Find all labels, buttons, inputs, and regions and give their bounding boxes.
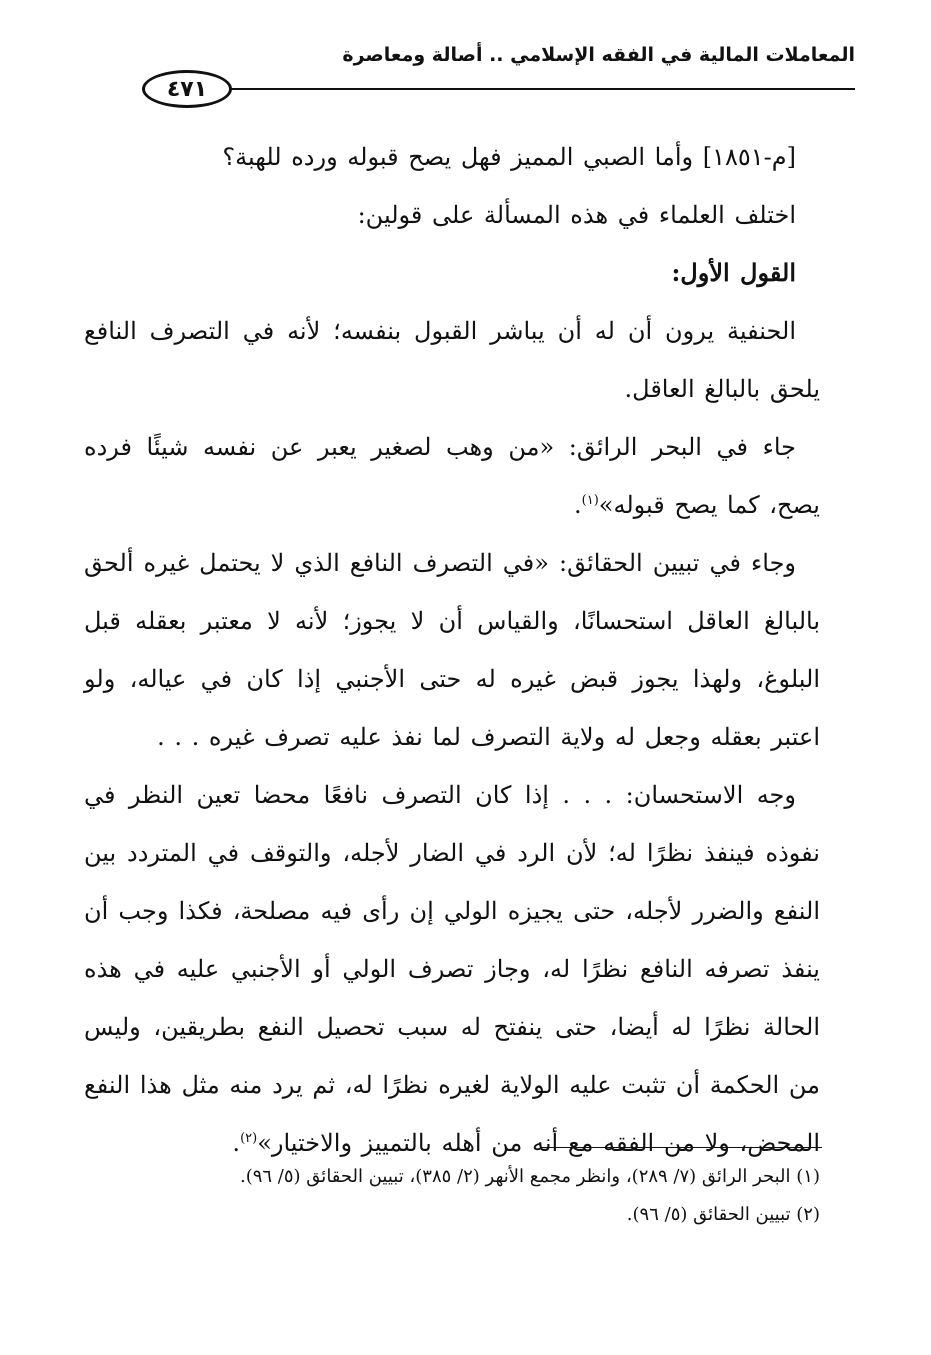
footnote-ref-1: (١) bbox=[581, 493, 599, 508]
header-rule bbox=[180, 88, 855, 90]
first-opinion-heading: القول الأول: bbox=[671, 258, 796, 287]
footnote-2: (٢) تبيين الحقائق (٥/ ٩٦). bbox=[626, 1204, 820, 1225]
main-text bbox=[84, 128, 820, 1172]
page-number: ٤٧١ bbox=[142, 70, 232, 108]
footnote-ref-2: (٢) bbox=[240, 1131, 258, 1146]
footnote-1: (١) البحر الرائق (٧/ ٢٨٩)، وانظر مجمع الأنهر (٢/ ٣٨٥)، تبيين الحقائق (٥/ ٩٦). bbox=[239, 1166, 820, 1187]
running-header bbox=[80, 44, 855, 104]
paragraph-istihsan: وجه الاستحسان: . . . إذا كان التصرف نافعًا محضا تعين النظر في نفوذه فينفذ نظرًا له؛ لأن الرد في الضار لأجله، والتوقف في المتردد بين النفع والضرر لأجله، حتى يجيزه الولي إن رأى فيه مصلحة، فكذا وجب أن ينفذ تصرفه النافع نظرًا له، وجاز تصرف الولي أو الأجنبي عليه في هذه الحالة نظرًا له أيضا، حتى ينفتح له سبب تحصيل النفع بطريقين، وليس من الحكمة أن تثبت عليه الولاية لغيره نظرًا له، ثم يرد منه مثل هذا النفع المحض، ولا من الفقه مع أنه من أهله بالتمييز والاختيار»$^{(٢)}$. bbox=[84, 781, 820, 1157]
paragraph-hanafi-view: الحنفية يرون أن له أن يباشر القبول بنفسه؛ لأنه في التصرف النافع يلحق بالبالغ العاقل. bbox=[84, 317, 820, 403]
bahr-raiq-quote-text: جاء في البحر الرائق: «من وهب لصغير يعبر عن نفسه شيئًا فرده يصح، كما يصح قبوله» bbox=[84, 433, 820, 519]
book-title: المعاملات المالية في الفقه الإسلامي .. أصالة ومعاصرة bbox=[342, 44, 855, 66]
paragraph-bahr-raiq-quote: جاء في البحر الرائق: «من وهب لصغير يعبر عن نفسه شيئًا فرده يصح، كما يصح قبوله»$^{(١)}$. bbox=[84, 433, 820, 519]
paragraph-tabyeen-quote: وجاء في تبيين الحقائق: «في التصرف النافع الذي لا يحتمل غيره ألحق بالبالغ العاقل استحسانًا، والقياس أن لا يجوز؛ لأنه لا معتبر بعقله قبل البلوغ، ولهذا يجوز قبض غيره له حتى الأجنبي إذا كان في عياله، ولو اعتبر بعقله وجعل له ولاية التصرف لما نفذ عليه تصرف غيره . . . bbox=[84, 549, 820, 751]
footnotes bbox=[84, 1158, 820, 1234]
footnote-separator bbox=[540, 1147, 822, 1148]
intro-line: اختلف العلماء في هذه المسألة على قولين: bbox=[357, 201, 796, 229]
istihsan-text: وجه الاستحسان: . . . إذا كان التصرف نافعًا محضا تعين النظر في نفوذه فينفذ نظرًا له؛ لأن الرد في الضار لأجله، والتوقف في المتردد بين النفع والضرر لأجله، حتى يجيزه الولي إن رأى فيه مصلحة، فكذا وجب أن ينفذ تصرفه النافع نظرًا له، وجاز تصرف الولي أو الأجنبي عليه في هذه الحالة نظرًا له أيضا، حتى ينفتح له سبب تحصيل النفع بطريقين، وليس من الحكمة أن تثبت عليه الولاية لغيره نظرًا له، ثم يرد منه مثل هذا النفع المحض، ولا من الفقه مع أنه من أهله بالتمييز والاختيار» bbox=[84, 781, 820, 1157]
question-line: [م-١٨٥١] وأما الصبي المميز فهل يصح قبوله ورده للهبة؟ bbox=[222, 143, 796, 171]
